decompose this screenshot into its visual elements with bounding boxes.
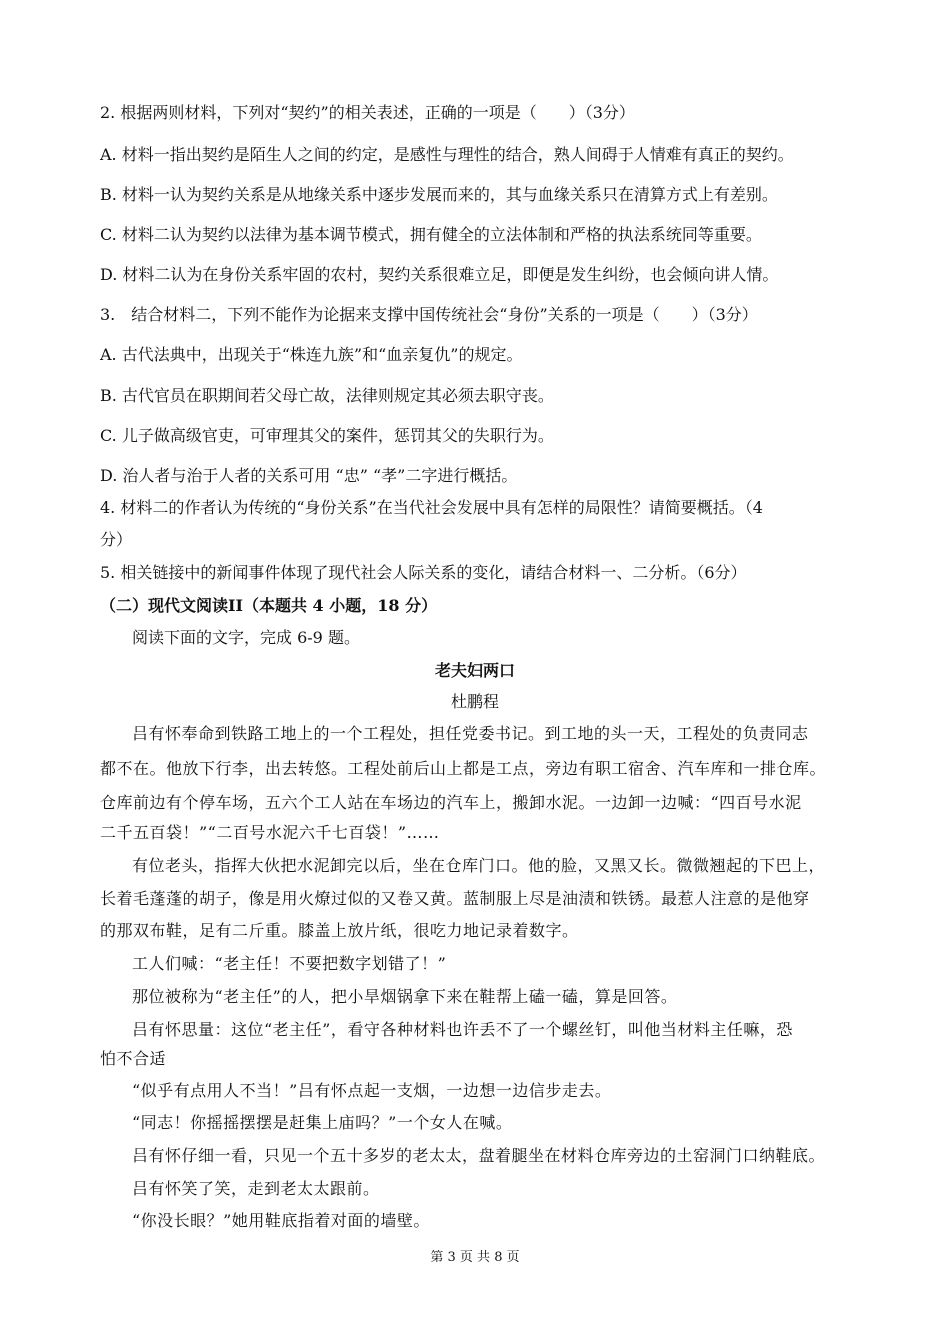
q2-option-d: D. 材料二认为在身份关系牢固的农村，契约关系很难立足，即便是发生纠纷，也会倾向讲人情。 <box>100 265 779 284</box>
story-line: 那位被称为“老主任”的人，把小旱烟锅拿下来在鞋帮上磕一磕，算是回答。 <box>132 987 678 1006</box>
story-line: 二千五百袋！”“二百号水泥六千七百袋！”…… <box>100 823 440 842</box>
story-line: 长着毛蓬蓬的胡子，像是用火燎过似的又卷又黄。蓝制服上尽是油渍和铁锈。最惹人注意的是他穿 <box>100 889 810 908</box>
page-number: 第 3 页 共 8 页 <box>430 1250 520 1265</box>
q3-option-b: B. 古代官员在职期间若父母亡故，法律则规定其必须去职守丧。 <box>100 386 554 405</box>
q3-stem: 3. 结合材料二，下列不能作为论据来支撑中国传统社会“身份”关系的一项是（ ）（3分） <box>100 305 758 324</box>
q2-option-a: A. 材料一指出契约是陌生人之间的约定，是感性与理性的结合，熟人间碍于人情难有真正的契约。 <box>100 145 794 164</box>
story-line: 都不在。他放下行李，出去转悠。工程处前后山上都是工点，旁边有职工宿舍、汽车库和一排仓库。 <box>100 759 827 778</box>
section-instruction: 阅读下面的文字，完成 6-9 题。 <box>132 628 360 647</box>
q5-stem: 5. 相关链接中的新闻事件体现了现代社会人际关系的变化，请结合材料一、二分析。（6分） <box>100 563 747 582</box>
story-line: 仓库前边有个停车场，五六个工人站在车场边的汽车上，搬卸水泥。一边卸一边喊：“四百号水泥 <box>100 793 802 812</box>
story-title: 老夫妇两口 <box>434 661 515 680</box>
story-line: 吕有怀奉命到铁路工地上的一个工程处，担任党委书记。到工地的头一天，工程处的负责同志 <box>132 724 809 743</box>
story-line: 吕有怀思量：这位“老主任”，看守各种材料也许丢不了一个螺丝钉，叫他当材料主任嘛，恐 <box>132 1020 793 1039</box>
q3-option-a: A. 古代法典中，出现关于“株连九族”和“血亲复仇”的规定。 <box>100 345 523 364</box>
story-line: 有位老头，指挥大伙把水泥卸完以后，坐在仓库门口。他的脸，又黑又长。微微翘起的下巴上， <box>132 856 826 875</box>
story-line: 吕有怀笑了笑，走到老太太跟前。 <box>132 1179 380 1198</box>
section-heading: （二）现代文阅读II（本题共 4 小题，18 分） <box>100 596 438 615</box>
q4-stem-line1: 4. 材料二的作者认为传统的“身份关系”在当代社会发展中具有怎样的局限性？请简要概括。（4 <box>100 498 763 517</box>
q2-stem: 2. 根据两则材料，下列对“契约”的相关表述，正确的一项是（ ）（3分） <box>100 103 635 122</box>
q3-option-d: D. 治人者与治于人者的关系可用 “忠” “孝”二字进行概括。 <box>100 466 518 485</box>
story-line: 怕不合适 <box>100 1049 167 1068</box>
story-line: 的那双布鞋，足有二斤重。膝盖上放片纸，很吃力地记录着数字。 <box>100 921 579 940</box>
story-author: 杜鹏程 <box>450 692 499 711</box>
q2-option-b: B. 材料一认为契约关系是从地缘关系中逐步发展而来的，其与血缘关系只在清算方式上有差别。 <box>100 185 778 204</box>
q4-stem-line2: 分） <box>100 530 133 549</box>
q3-option-c: C. 儿子做高级官吏，可审理其父的案件，惩罚其父的失职行为。 <box>100 426 554 445</box>
q2-option-c: C. 材料二认为契约以法律为基本调节模式，拥有健全的立法体制和严格的执法系统同等重要。 <box>100 225 762 244</box>
story-line: “似乎有点用人不当！”吕有怀点起一支烟，一边想一边信步走去。 <box>132 1081 612 1100</box>
story-line: “你没长眼？”她用鞋底指着对面的墙壁。 <box>132 1211 430 1230</box>
story-line: “同志！你摇摇摆摆是赶集上庙吗？”一个女人在喊。 <box>132 1113 513 1132</box>
story-line: 吕有怀仔细一看，只见一个五十多岁的老太太，盘着腿坐在材料仓库旁边的土窑洞门口纳鞋底。 <box>132 1146 826 1165</box>
story-line: 工人们喊：“老主任！不要把数字划错了！” <box>132 954 447 973</box>
